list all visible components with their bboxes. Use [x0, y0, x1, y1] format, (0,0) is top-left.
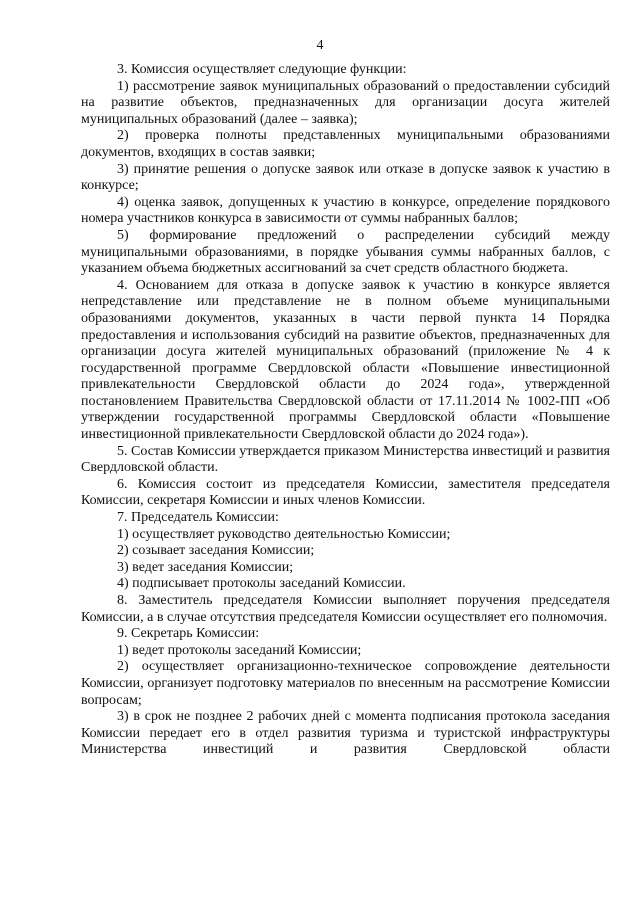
- paragraph-item-5: 5. Состав Комиссии утверждается приказом Министерства инвестиций и развития Свердловской области.: [81, 443, 610, 476]
- paragraph-item-7-3: 3) ведет заседания Комиссии;: [117, 559, 294, 575]
- paragraph-item-3-3: 3) принятие решения о допуске заявок или отказе в допуске заявок к участию в конкурсе;: [81, 161, 610, 194]
- paragraph-item-7-1: 1) осуществляет руководство деятельностью Комиссии;: [117, 526, 451, 542]
- document-body: [81, 62, 610, 759]
- page-number: 4: [316, 38, 324, 53]
- paragraph-item-8: 8. Заместитель председателя Комиссии выполняет поручения председателя Комиссии, а в случае отсутствия председателя Комиссии осуществляет его полномочия.: [81, 593, 610, 625]
- paragraph-item-3-heading: 3. Комиссия осуществляет следующие функции:: [117, 62, 407, 77]
- paragraph-item-3-4: 4) оценка заявок, допущенных к участию в конкурсе, определение порядкового номера участников конкурса в зависимости от суммы набранных баллов;: [81, 194, 610, 227]
- paragraph-item-3-5: 5) формирование предложений о распределении субсидий между муниципальными образованиями, в порядке убывания суммы набранных баллов, с указанием объема бюджетных ассигнований за счет средств областного бюджета.: [81, 227, 610, 277]
- paragraph-item-9-3: 3) в срок не позднее 2 рабочих дней с момента подписания протокола заседания Комиссии передает его в отдел развития туризма и туристской инфраструктуры Министерства инвестиций и развития Свердловской области: [81, 709, 610, 758]
- paragraph-item-9-2: 2) осуществляет организационно-техническое сопровождение деятельности Комиссии, организует подготовку материалов по внесенным на рассмотрение Комиссии вопросам;: [81, 659, 610, 708]
- paragraph-item-3-2: 2) проверка полноты представленных муниципальными образованиями документов, входящих в состав заявки;: [81, 128, 610, 160]
- paragraph-item-3-1: 1) рассмотрение заявок муниципальных образований о предоставлении субсидий на развитие объектов, предназначенных для организации досуга жителей муниципальных образований (далее – заявка);: [81, 78, 610, 127]
- paragraph-item-9-1: 1) ведет протоколы заседаний Комиссии;: [117, 642, 362, 658]
- paragraph-item-4: 4. Основанием для отказа в допуске заявок к участию в конкурсе является непредставление или представление не в полном объеме муниципальными образованиями документов, указанных в части первой пункта 14 Порядка предоставления и использования субсидий на развитие объектов, предназначенных для организации досуга жителей муниципальных образований (приложение № 4 к государственной программе Свердловской области «Повышение инвестиционной привлекательности Свердловской области до 2024 года», утвержденной постановлением Правительства Свердловской области от 17.11.2014 № 1002-ПП «Об утверждении государственной программы Свердловской области «Повышение инвестиционной привлекательности Свердловской области до 2024 года»).: [81, 277, 610, 443]
- paragraph-item-7-4: 4) подписывает протоколы заседаний Комиссии.: [117, 576, 406, 592]
- paragraph-item-7-2: 2) созывает заседания Комиссии;: [117, 543, 315, 559]
- paragraph-item-6: 6. Комиссия состоит из председателя Комиссии, заместителя председателя Комиссии, секретаря Комиссии и иных членов Комиссии.: [81, 476, 610, 509]
- paragraph-item-7-heading: 7. Председатель Комиссии:: [117, 510, 279, 526]
- paragraph-item-9-heading: 9. Секретарь Комиссии:: [117, 626, 260, 642]
